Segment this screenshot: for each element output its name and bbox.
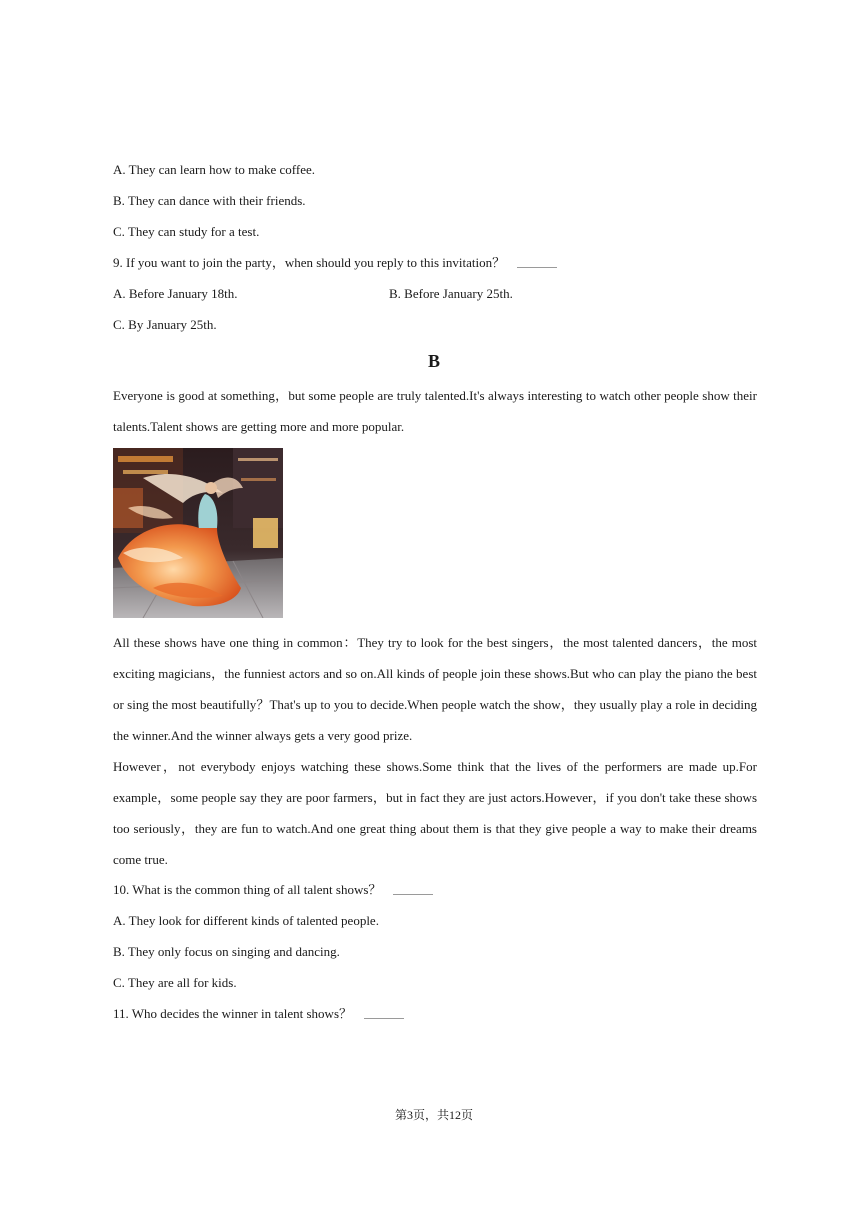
q10-option-c: C. They are all for kids. [113, 975, 237, 990]
dancer-photo [113, 448, 283, 618]
answer-blank [517, 267, 557, 268]
section-b-title: B [427, 351, 440, 371]
q8-option-b: B. They can dance with their friends. [113, 193, 306, 208]
q9-question-text: 9. If you want to join the party，when should you reply to this invitation？ [113, 255, 506, 270]
q9-option-a: A. Before January 18th. [113, 286, 238, 301]
q10-option-b: B. They only focus on singing and dancing. [113, 944, 340, 959]
q10-question [113, 882, 433, 898]
q9-question [113, 255, 557, 271]
section-b-paragraph-2: However，not everybody enjoys watching these shows.Some think that the lives of the performers are made up.For example，some people say they are poor farmers，but in fact they are just actors.However，if you don't take these shows too seriously，they are fun to watch.And one great thing about them is that they give people a way to make their dreams come true. [113, 759, 757, 867]
answer-blank [393, 894, 433, 895]
page-number-footer: 第3页，共12页 [394, 1108, 473, 1122]
q9-option-b: B. Before January 25th. [389, 286, 513, 301]
q10-question-text: 10. What is the common thing of all talent shows？ [113, 882, 382, 897]
answer-blank [364, 1018, 404, 1019]
q8-option-a: A. They can learn how to make coffee. [113, 162, 316, 177]
q11-question [113, 1006, 404, 1022]
q8-option-c: C. They can study for a test. [113, 224, 260, 239]
section-b-intro: Everyone is good at something，but some people are truly talented.It's always interesting to watch other people show their talents.Talent shows are getting more and more popular. [113, 388, 757, 434]
section-b-paragraph-1: All these shows have one thing in common：They try to look for the best singers，the most talented dancers，the most exciting magicians，the funniest actors and so on.All kinds of people join these shows.But who can play the piano the best or sing the most beautifully？That's up to you to decide.When people watch the show，they usually play a role in deciding the winner.And the winner always gets a very good prize. [113, 635, 757, 743]
q10-option-a: A. They look for different kinds of talented people. [113, 913, 379, 928]
q9-option-c: C. By January 25th. [113, 317, 217, 332]
q11-question-text: 11. Who decides the winner in talent shows？ [113, 1006, 353, 1021]
